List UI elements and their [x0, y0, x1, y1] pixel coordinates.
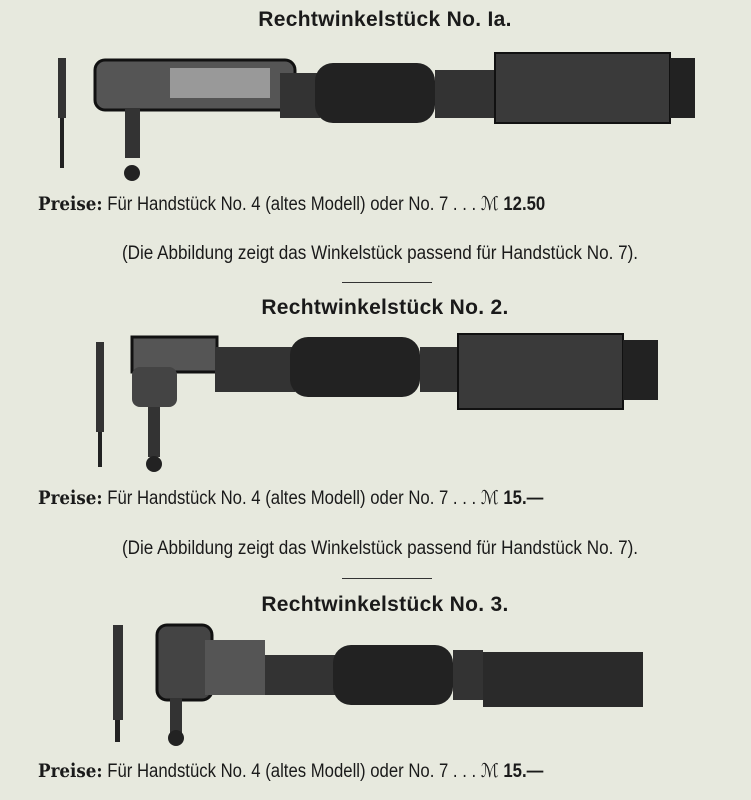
divider [342, 578, 432, 579]
section-title-3: Rechtwinkelstück No. 3. [261, 593, 509, 616]
angle-handpiece-2-illustration [90, 332, 690, 477]
angle-handpiece-1a-illustration [50, 48, 750, 188]
note-1a: (Die Abbildung zeigt das Winkelstück passend für Handstück No. 7). [121, 243, 639, 264]
angle-handpiece-3-illustration [105, 620, 650, 750]
section-title-2: Rechtwinkelstück No. 2. [261, 296, 509, 319]
price-line-3: Preise: Für Handstück No. 4 (altes Modell) oder No. 7 . . . ℳ 15.— [38, 760, 544, 782]
price-line-1a: Preise: Für Handstück No. 4 (altes Modell) oder No. 7 . . . ℳ 12.50 [38, 193, 546, 215]
note-2: (Die Abbildung zeigt das Winkelstück passend für Handstück No. 7). [121, 538, 639, 559]
section-title-1a: Rechtwinkelstück No. Ia. [258, 8, 512, 31]
divider [342, 282, 432, 283]
price-line-2: Preise: Für Handstück No. 4 (altes Modell) oder No. 7 . . . ℳ 15.— [38, 487, 544, 509]
